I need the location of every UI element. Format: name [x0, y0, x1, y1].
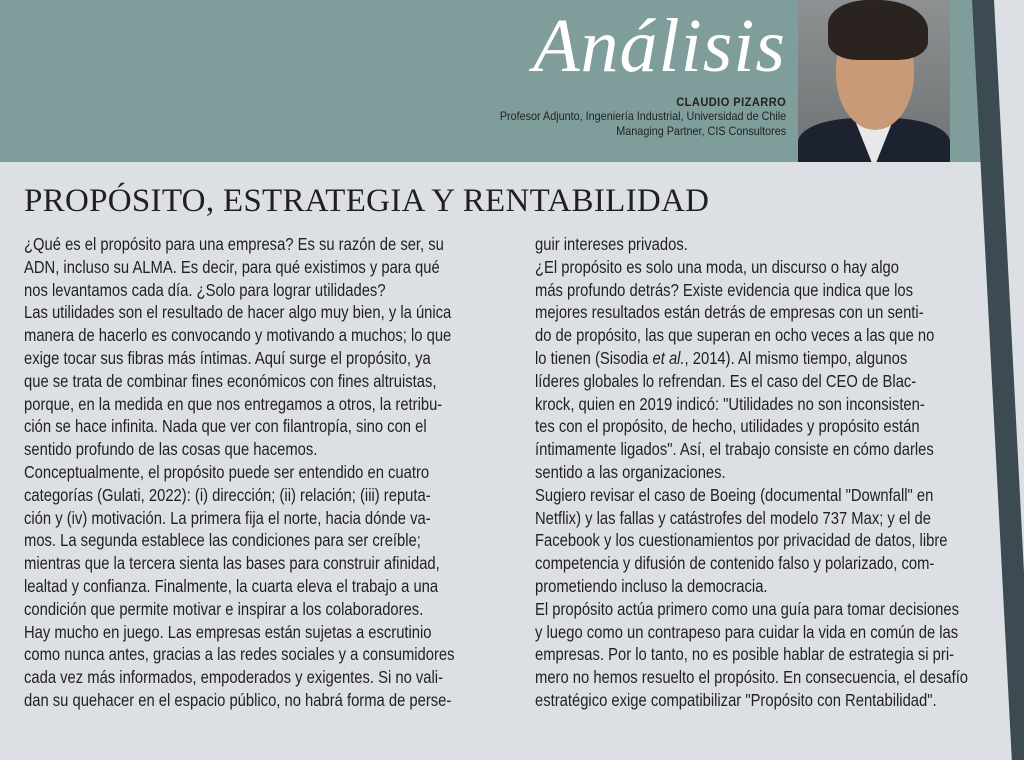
text-line: exige tocar sus fibras más íntimas. Aquí surge el propósito, ya — [24, 347, 431, 368]
text-line: sentido profundo de las cosas que hacemos. — [24, 439, 318, 460]
text-line: estratégico exige compatibilizar "Propósito con Rentabilidad". — [535, 689, 937, 710]
text-segment: lo tienen (Sisodia — [535, 347, 653, 368]
text-line: ción se hace infinita. Nada que ver con filantropía, sino con el — [24, 416, 427, 437]
text-segment: , 2014). Al mismo tiempo, algunos — [684, 347, 908, 368]
text-line: mos. La segunda establece las condiciones para ser creíble; — [24, 530, 421, 551]
text-line: Conceptualmente, el propósito puede ser entendido en cuatro — [24, 461, 430, 482]
text-line: dan su quehacer en el espacio público, no habrá forma de perse- — [24, 689, 452, 710]
text-line: como nunca antes, gracias a las redes sociales y a consumidores — [24, 644, 455, 665]
text-line: empresas. Por lo tanto, no es posible hablar de estrategia si pri- — [535, 644, 955, 665]
text-line — [535, 347, 968, 370]
text-line: tes con el propósito, de hecho, utilidades y propósito están — [535, 416, 920, 437]
author-block — [468, 95, 786, 139]
text-line: krock, quien en 2019 indicó: "Utilidades no son inconsisten- — [535, 393, 925, 414]
text-line: mientras que la tercera sienta las bases para construir afinidad, — [24, 553, 440, 574]
section-title: Análisis — [533, 4, 786, 88]
text-line: cada vez más informados, empoderados y exigentes. Si no vali- — [24, 667, 444, 688]
article-title: PROPÓSITO, ESTRATEGIA Y RENTABILIDAD — [24, 183, 710, 219]
text-line: sentido a las organizaciones. — [535, 461, 726, 482]
text-line: mejores resultados están detrás de empresas con un senti- — [535, 302, 924, 323]
text-line: y luego como un contrapeso para cuidar la vida en común de las — [535, 621, 959, 642]
text-line: Hay mucho en juego. Las empresas están sujetas a escrutinio — [24, 621, 432, 642]
text-line: íntimamente ligados". Así, el trabajo consiste en cómo darles — [535, 439, 934, 460]
article-column-2 — [535, 233, 1024, 712]
author-role: Managing Partner, CIS Consultores — [616, 124, 786, 138]
text-line: mero no hemos resuelto el propósito. En consecuencia, el desafío — [535, 667, 969, 688]
text-line: nos levantamos cada día. ¿Solo para lograr utilidades? — [24, 279, 386, 300]
text-line: El propósito actúa primero como una guía para tomar decisiones — [535, 598, 959, 619]
text-line: categorías (Gulati, 2022): (i) dirección; (ii) relación; (iii) reputa- — [24, 484, 431, 505]
text-line: que se trata de combinar fines económicos con fines altruistas, — [24, 370, 437, 391]
text-line: guir intereses privados. — [535, 234, 688, 254]
text-line: condición que permite motivar e inspirar a los colaboradores. — [24, 598, 424, 619]
text-line: Netflix) y las fallas y catástrofes del modelo 737 Max; y el de — [535, 507, 931, 528]
article-column-1 — [24, 233, 525, 712]
text-line: Facebook y los cuestionamientos por privacidad de datos, libre — [535, 530, 948, 551]
author-photo — [798, 0, 950, 162]
text-line: líderes globales lo refrendan. Es el caso del CEO de Blac- — [535, 370, 917, 391]
text-line: prometiendo incluso la democracia. — [535, 575, 768, 596]
text-line: ción y (iv) motivación. La primera fija el norte, hacia dónde va- — [24, 507, 431, 528]
text-line: ADN, incluso su ALMA. Es decir, para qué existimos y para qué — [24, 256, 440, 277]
text-line: competencia y difusión de contenido falso y polarizado, com- — [535, 553, 935, 574]
text-line: do de propósito, las que superan en ocho veces a las que no — [535, 325, 935, 346]
text-line: lealtad y confianza. Finalmente, la cuarta eleva el trabajo a una — [24, 575, 439, 596]
text-line: Sugiero revisar el caso de Boeing (documental "Downfall" en — [535, 484, 934, 505]
text-line: porque, en la medida en que nos entregamos a otros, la retribu- — [24, 393, 443, 414]
author-role: Profesor Adjunto, Ingeniería Industrial, Universidad de Chile — [499, 109, 786, 123]
text-segment: et al. — [652, 347, 685, 368]
text-line: Las utilidades son el resultado de hacer algo muy bien, y la única — [24, 302, 452, 323]
text-line: ¿Qué es el propósito para una empresa? Es su razón de ser, su — [24, 234, 444, 254]
text-line: manera de hacerlo es convocando y motivando a muchos; lo que — [24, 325, 452, 346]
author-name: CLAUDIO PIZARRO — [676, 95, 786, 109]
text-line: más profundo detrás? Existe evidencia que indica que los — [535, 279, 913, 300]
text-line: ¿El propósito es solo una moda, un discurso o hay algo — [535, 256, 900, 277]
